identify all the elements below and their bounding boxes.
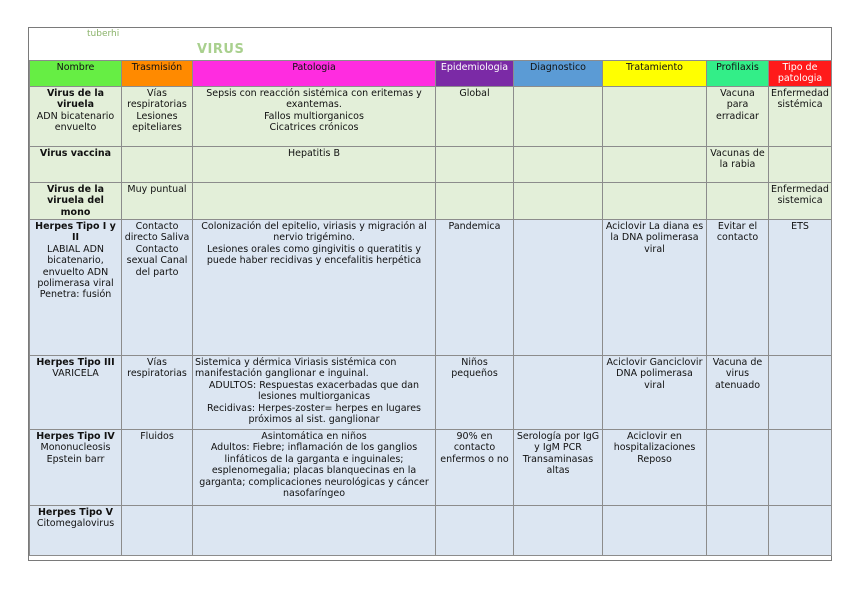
patologia-line: Adultos: Fiebre; inflamación de los ganglios linfáticos de la garganta e inguinales; esplenomegalia; placas blanquecinas en la garganta; complicaciones neurológicas y cáncer nasofaríngeo [199,442,429,500]
cell-nombre[interactable] [30,506,122,556]
cell-patologia[interactable] [193,86,436,146]
patologia-line: Fallos multiorganicos [264,110,364,122]
patologia-line: Colonización del epitelio, viriasis y migración al nervio trigémino. [201,221,427,244]
patologia-line: Recidivas: Herpes-zoster= herpes en lugares próximos al sist. ganglionar [206,402,422,426]
patologia-line: Asintomática en niños [261,431,367,443]
table-row [30,356,832,430]
cell-diagnostico[interactable]: Serología por IgG y IgM PCR Transaminasas altas [514,430,603,506]
cell-tratamiento[interactable] [603,506,707,556]
cell-tratamiento[interactable]: Aciclovir Ganciclovir DNA polimerasa viral [603,356,707,430]
cell-diagnostico[interactable] [514,182,603,219]
table-row [30,220,832,356]
cell-nombre[interactable] [30,182,122,219]
patologia-line: ADULTOS: Respuestas exacerbadas que dan lesiones multiorganicas [208,379,420,403]
cell-diagnostico[interactable] [514,86,603,146]
cell-patologia[interactable] [193,356,436,430]
cell-tipo[interactable]: Enfermedad sistemica [769,182,832,219]
virus-details: ADN bicatenario envuelto [36,110,115,134]
cell-trasmision[interactable]: Contacto directo Saliva Contacto sexual Canal del parto [122,220,193,356]
cell-nombre[interactable] [30,430,122,506]
cell-profilaxis[interactable]: Evitar el contacto [707,220,769,356]
cell-tipo[interactable] [769,506,832,556]
cell-epidemiologia[interactable]: Global [436,86,514,146]
header-tratamiento[interactable]: Tratamiento [603,61,707,87]
cell-tipo[interactable]: ETS [769,220,832,356]
cell-tratamiento[interactable] [603,86,707,146]
cell-nombre[interactable] [30,356,122,430]
table-row [30,430,832,506]
cell-epidemiologia[interactable] [436,506,514,556]
virus-name: Herpes Tipo IV [36,431,115,443]
cell-profilaxis[interactable] [707,430,769,506]
cell-epidemiologia[interactable]: Niños pequeños [436,356,514,430]
table-row [30,182,832,219]
cell-trasmision[interactable]: Muy puntual [122,182,193,219]
cell-epidemiologia[interactable]: Pandemica [436,220,514,356]
virus-name: Virus de la viruela del mono [46,183,105,218]
header-nombre[interactable]: Nombre [30,61,122,87]
cell-trasmision[interactable]: Fluidos [122,430,193,506]
cell-tipo[interactable] [769,430,832,506]
cell-tratamiento[interactable] [603,182,707,219]
table-body [30,86,832,555]
virus-name: Virus vaccina [39,147,112,159]
patologia-line: Lesiones orales como gingivitis o queratitis y puede haber recidivas y encefalitis herpética [206,243,422,267]
header-trasmision[interactable]: Trasmisión [122,61,193,87]
cell-tipo[interactable]: Enfermedad sistémica [769,86,832,146]
cell-profilaxis[interactable] [707,506,769,556]
cell-diagnostico[interactable] [514,506,603,556]
cell-nombre[interactable] [30,86,122,146]
patologia-line: Sepsis con reacción sistémica con eritemas y exantemas. [206,87,422,111]
header-patologia[interactable]: Patologia [193,61,436,87]
table-row [30,146,832,182]
cell-tratamiento[interactable] [603,146,707,182]
cell-tipo[interactable] [769,146,832,182]
cell-tratamiento[interactable]: Aciclovir en hospitalizaciones Reposo [603,430,707,506]
spreadsheet [28,27,832,561]
cell-patologia[interactable] [193,182,436,219]
virus-table [29,60,832,556]
header-tipo[interactable]: Tipo de patologia [769,61,832,87]
cell-profilaxis[interactable] [707,182,769,219]
cell-trasmision[interactable] [122,146,193,182]
cell-trasmision[interactable] [122,506,193,556]
virus-name: Herpes Tipo I y II [35,221,116,244]
cell-nombre[interactable] [30,146,122,182]
cell-epidemiologia[interactable] [436,146,514,182]
virus-name: Herpes Tipo III [36,357,115,369]
virus-name: Herpes Tipo V [37,507,113,519]
cell-trasmision[interactable]: Vías respiratorias Lesiones epiteliares [122,86,193,146]
virus-details: VARICELA [52,368,99,380]
cell-diagnostico[interactable] [514,356,603,430]
header-epidemiologia[interactable]: Epidemiologia [436,61,514,87]
patologia-line: Sistemica y dérmica Viriasis sistémica con manifestación ganglionar e inguinal. [195,357,397,380]
table-row [30,86,832,146]
sheet-title: VIRUS [197,42,245,57]
cell-profilaxis[interactable]: Vacuna de virus atenuado [707,356,769,430]
cell-tipo[interactable] [769,356,832,430]
patologia-line: Hepatitis B [287,147,341,159]
cell-diagnostico[interactable] [514,220,603,356]
cell-epidemiologia[interactable]: 90% en contacto enfermos o no [436,430,514,506]
table-row [30,506,832,556]
virus-details: LABIAL ADN bicatenario, envuelto ADN polimerasa viral Penetra: fusión [37,243,114,301]
author-label: tuberhi [87,29,120,39]
patologia-line: Cicatrices crónicos [269,122,359,134]
cell-profilaxis[interactable]: Vacunas de la rabia [707,146,769,182]
cell-epidemiologia[interactable] [436,182,514,219]
cell-patologia[interactable] [193,430,436,506]
cell-tratamiento[interactable]: Aciclovir La diana es la DNA polimerasa viral [603,220,707,356]
cell-nombre[interactable] [30,220,122,356]
cell-patologia[interactable] [193,146,436,182]
cell-diagnostico[interactable] [514,146,603,182]
header-profilaxis[interactable]: Profilaxis [707,61,769,87]
header-diagnostico[interactable]: Diagnostico [514,61,603,87]
virus-details: Citomegalovirus [36,518,115,530]
cell-profilaxis[interactable]: Vacuna para erradicar [707,86,769,146]
header-row [30,61,832,87]
cell-patologia[interactable] [193,220,436,356]
cell-trasmision[interactable]: Vías respiratorias [122,356,193,430]
cell-patologia[interactable] [193,506,436,556]
virus-name: Virus de la viruela [46,87,105,111]
virus-details: Mononucleosis Epstein barr [40,442,111,465]
